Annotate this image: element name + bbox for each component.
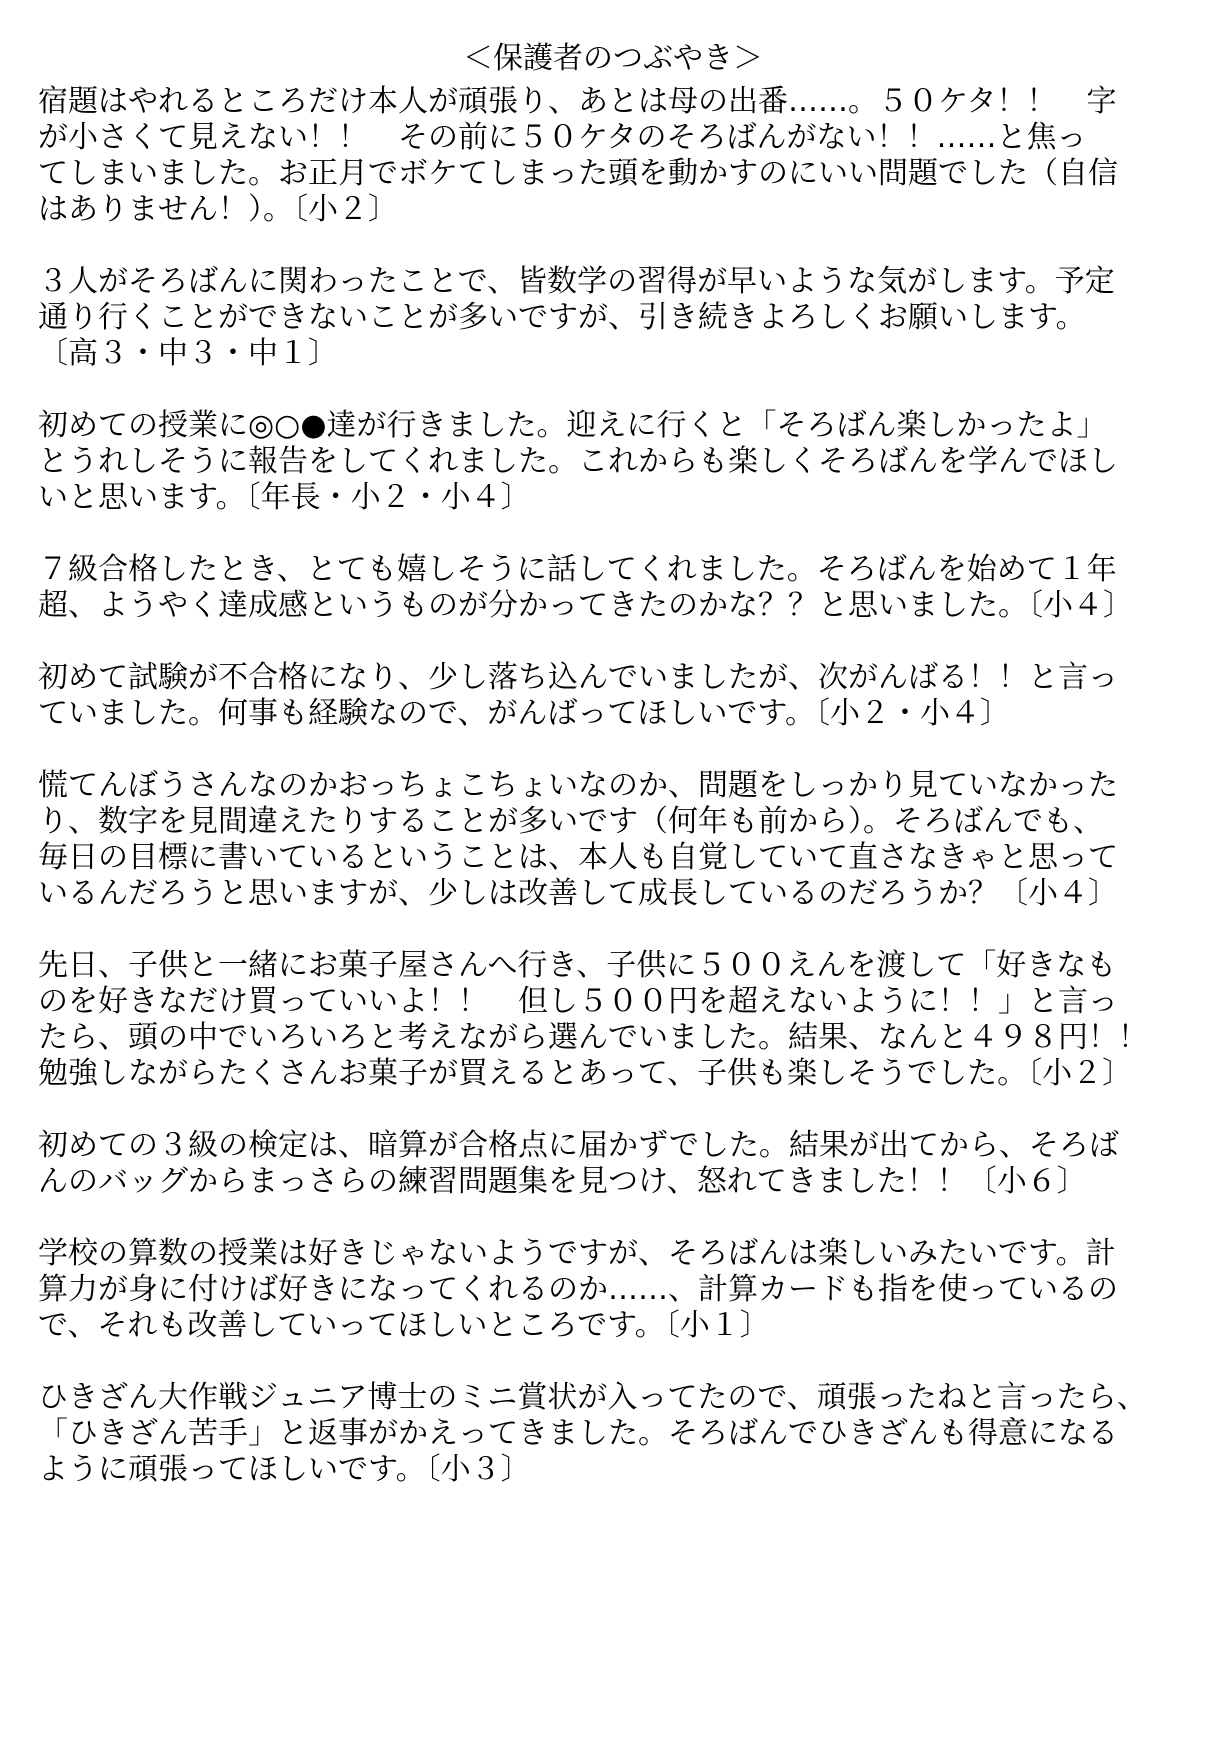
comment-line: のを好きなだけ買っていいよ！！ 但し５００円を超えないように！！」と言っ	[38, 984, 1118, 1019]
paragraph-spacer	[38, 228, 1188, 264]
comment-entry	[38, 264, 1188, 372]
comment-line: てしまいました。お正月でボケてしまった頭を動かすのにいい問題でした（自信	[38, 156, 1118, 191]
comment-line: 勉強しながらたくさんお菓子が買えるとあって、子供も楽しそうでした。〔小２〕	[38, 1056, 1133, 1091]
paragraph-spacer	[38, 1092, 1188, 1128]
comment-line: 〔高３・中３・中１〕	[38, 336, 338, 371]
paragraph-spacer	[38, 732, 1188, 768]
comment-line: り、数字を見間違えたりすることが多いです（何年も前から）。そろばんでも、	[38, 804, 1103, 839]
comment-line: 超、ようやく達成感というものが分かってきたのかな？？と思いました。〔小４〕	[38, 588, 1133, 623]
comment-line: 算力が身に付けば好きになってくれるのか……、計算カードも指を使っているの	[38, 1272, 1118, 1307]
comment-line: 毎日の目標に書いているということは、本人も自覚していて直さなきゃと思って	[38, 840, 1118, 875]
paragraph-spacer	[38, 912, 1188, 948]
comment-entry	[38, 552, 1188, 624]
comment-list	[38, 84, 1188, 1488]
comment-line: いるんだろうと思いますが、少しは改善して成長しているのだろうか？〔小４〕	[38, 876, 1118, 911]
comment-entry	[38, 768, 1188, 912]
paragraph-spacer	[38, 1200, 1188, 1236]
comment-line: が小さくて見えない！！ その前に５０ケタのそろばんがない！！……と焦っ	[38, 120, 1087, 155]
comment-line: 先日、子供と一緒にお菓子屋さんへ行き、子供に５００えんを渡して「好きなも	[38, 948, 1117, 983]
comment-entry	[38, 1128, 1188, 1200]
comment-line: ように頑張ってほしいです。〔小３〕	[38, 1452, 531, 1487]
comment-entry	[38, 408, 1188, 516]
page-title: ＜保護者のつぶやき＞	[463, 41, 763, 76]
comment-line: とうれしそうに報告をしてくれました。これからも楽しくそろばんを学んでほし	[38, 444, 1118, 479]
comment-line: 学校の算数の授業は好きじゃないようですが、そろばんは楽しいみたいです。計	[38, 1236, 1116, 1271]
comment-line: 初めての授業に◎○●達が行きました。迎えに行くと「そろばん楽しかったよ」	[38, 408, 1107, 443]
paragraph-spacer	[38, 516, 1188, 552]
document-page	[38, 40, 1188, 1488]
comment-line: 初めて試験が不合格になり、少し落ち込んでいましたが、次がんばる！！と言っ	[38, 660, 1118, 695]
comment-line: ひきざん大作戦ジュニア博士のミニ賞状が入ってたので、頑張ったねと言ったら、	[38, 1380, 1147, 1415]
comment-entry	[38, 84, 1188, 228]
comment-line: はありません！）。〔小２〕	[38, 192, 398, 227]
comment-line: 初めての３級の検定は、暗算が合格点に届かずでした。結果が出てから、そろば	[38, 1128, 1119, 1163]
paragraph-spacer	[38, 1344, 1188, 1380]
comment-line: ７級合格したとき、とても嬉しそうに話してくれました。そろばんを始めて１年	[38, 552, 1117, 587]
comment-line: 慌てんぼうさんなのかおっちょこちょいなのか、問題をしっかり見ていなかった	[38, 768, 1118, 803]
comment-entry	[38, 1380, 1188, 1488]
comment-line: んのバッグからまっさらの練習問題集を見つけ、怒れてきました！！〔小６〕	[38, 1164, 1087, 1199]
comment-line: たら、頭の中でいろいろと考えながら選んでいました。結果、なんと４９８円！！	[38, 1020, 1148, 1055]
paragraph-spacer	[38, 372, 1188, 408]
comment-line: で、それも改善していってほしいところです。〔小１〕	[38, 1308, 770, 1343]
comment-line: 通り行くことができないことが多いですが、引き続きよろしくお願いします。	[38, 300, 1086, 335]
comment-line: ３人がそろばんに関わったことで、皆数学の習得が早いような気がします。予定	[38, 264, 1115, 299]
comment-entry	[38, 1236, 1188, 1344]
comment-line: 「ひきざん苦手」と返事がかえってきました。そろばんでひきざんも得意になる	[38, 1416, 1118, 1451]
comment-line: ていました。何事も経験なので、がんばってほしいです。〔小２・小４〕	[38, 696, 1010, 731]
comment-line: いと思います。〔年長・小２・小４〕	[38, 480, 531, 515]
comment-entry	[38, 660, 1188, 732]
comment-entry	[38, 948, 1188, 1092]
paragraph-spacer	[38, 624, 1188, 660]
comment-line: 宿題はやれるところだけ本人が頑張り、あとは母の出番……。５０ケタ！！ 字	[38, 84, 1117, 119]
